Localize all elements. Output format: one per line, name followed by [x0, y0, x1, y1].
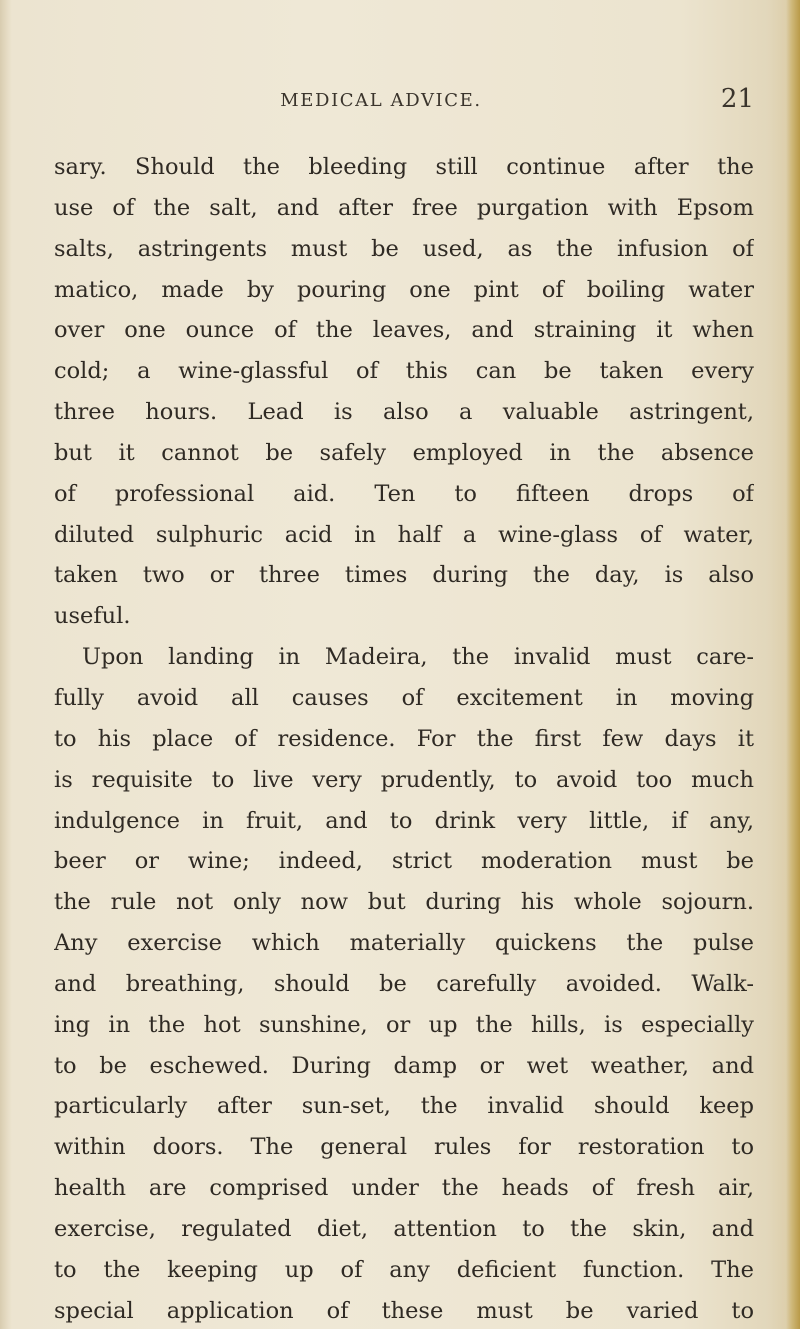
text-line: and breathing, should be carefully avoided. Walk- — [54, 970, 754, 997]
page-left-edge — [0, 0, 12, 1329]
text-line: three hours. Lead is also a valuable astringent, — [54, 399, 754, 426]
text-line: ing in the hot sunshine, or up the hills, is especially — [54, 1011, 754, 1038]
text-line: beer or wine; indeed, strict moderation must be — [54, 848, 754, 875]
body-text — [54, 147, 754, 1329]
text-line: the rule not only now but during his whole sojourn. — [54, 889, 754, 916]
text-line: is requisite to live very prudently, to avoid too much — [54, 766, 754, 793]
text-line: particularly after sun-set, the invalid should keep — [54, 1093, 754, 1120]
page-gutter-edge — [786, 0, 800, 1329]
text-line: of professional aid. Ten to fifteen drops of — [54, 480, 754, 507]
text-line: over one ounce of the leaves, and straining it when — [54, 317, 754, 344]
text-line: exercise, regulated diet, attention to the skin, and — [54, 1215, 754, 1242]
text-line: but it cannot be safely employed in the absence — [54, 439, 754, 466]
page-number: 21 — [720, 84, 754, 114]
text-line: Any exercise which materially quickens the pulse — [54, 930, 754, 957]
text-line: to his place of residence. For the first few days it — [54, 725, 754, 752]
text-line: matico, made by pouring one pint of boiling water — [54, 276, 754, 303]
text-line: within doors. The general rules for restoration to — [54, 1134, 754, 1161]
text-line: sary. Should the bleeding still continue after the — [54, 154, 754, 180]
text-line: to the keeping up of any deficient function. The — [54, 1256, 754, 1283]
text-line: to be eschewed. During damp or wet weather, and — [54, 1052, 754, 1079]
text-line: indulgence in fruit, and to drink very little, if any, — [54, 807, 754, 834]
running-head: MEDICAL ADVICE. — [280, 90, 482, 111]
paragraph-start-line: Upon landing in Madeira, the invalid must care- — [82, 644, 754, 671]
text-line: salts, astringents must be used, as the infusion of — [54, 235, 754, 262]
text-line: cold; a wine-glassful of this can be taken every — [54, 358, 754, 385]
text-line: health are comprised under the heads of fresh air, — [54, 1175, 754, 1202]
page-header — [54, 84, 754, 124]
text-line: fully avoid all causes of excitement in moving — [54, 684, 754, 711]
text-line: use of the salt, and after free purgation with Epsom — [54, 194, 754, 221]
text-line: diluted sulphuric acid in half a wine-glass of water, — [54, 521, 754, 548]
text-line: special application of these must be varied to — [54, 1297, 754, 1324]
paragraph-end-line: useful. — [54, 603, 131, 630]
text-line: taken two or three times during the day, is also — [54, 562, 754, 589]
